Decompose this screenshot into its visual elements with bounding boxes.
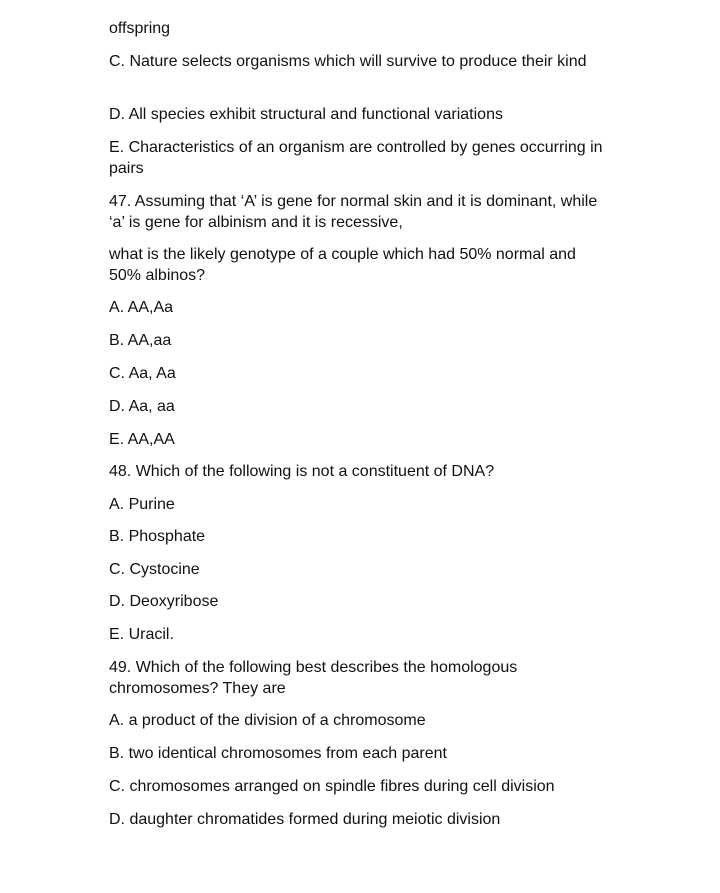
q48-option-a: A. Purine	[109, 496, 175, 513]
q49-question: 49. Which of the following best describes the homologous chromosomes? They are	[109, 659, 518, 697]
q46-option-c: C. Nature selects organisms which will survive to produce their kind	[109, 53, 587, 70]
q47-option-b: B. AA,aa	[109, 332, 172, 349]
q46-option-d: D. All species exhibit structural and functional variations	[109, 106, 503, 123]
q47-option-c: C. Aa, Aa	[109, 365, 176, 382]
q48-question: 48. Which of the following is not a constituent of DNA?	[109, 463, 495, 480]
text-line-continuation: offspring	[109, 20, 171, 37]
q48-option-e: E. Uracil.	[109, 626, 174, 643]
q48-option-d: D. Deoxyribose	[109, 593, 219, 610]
q47-question: what is the likely genotype of a couple which had 50% normal and 50% albinos?	[109, 246, 576, 284]
q49-option-c: C. chromosomes arranged on spindle fibres during cell division	[109, 778, 555, 795]
q47-stem: 47. Assuming that ‘A’ is gene for normal skin and it is dominant, while ‘a’ is gene for albinism and it is recessive,	[109, 193, 598, 231]
q49-option-d: D. daughter chromatides formed during meiotic division	[109, 811, 501, 828]
q47-option-e: E. AA,AA	[109, 431, 175, 448]
q48-option-c: C. Cystocine	[109, 561, 200, 578]
q49-option-b: B. two identical chromosomes from each parent	[109, 745, 447, 762]
q47-option-d: D. Aa, aa	[109, 398, 175, 415]
q48-option-b: B. Phosphate	[109, 528, 206, 545]
q47-option-a: A. AA,Aa	[109, 299, 174, 316]
q49-option-a: A. a product of the division of a chromosome	[109, 712, 426, 729]
q46-option-e: E. Characteristics of an organism are controlled by genes occurring in pairs	[109, 139, 603, 177]
